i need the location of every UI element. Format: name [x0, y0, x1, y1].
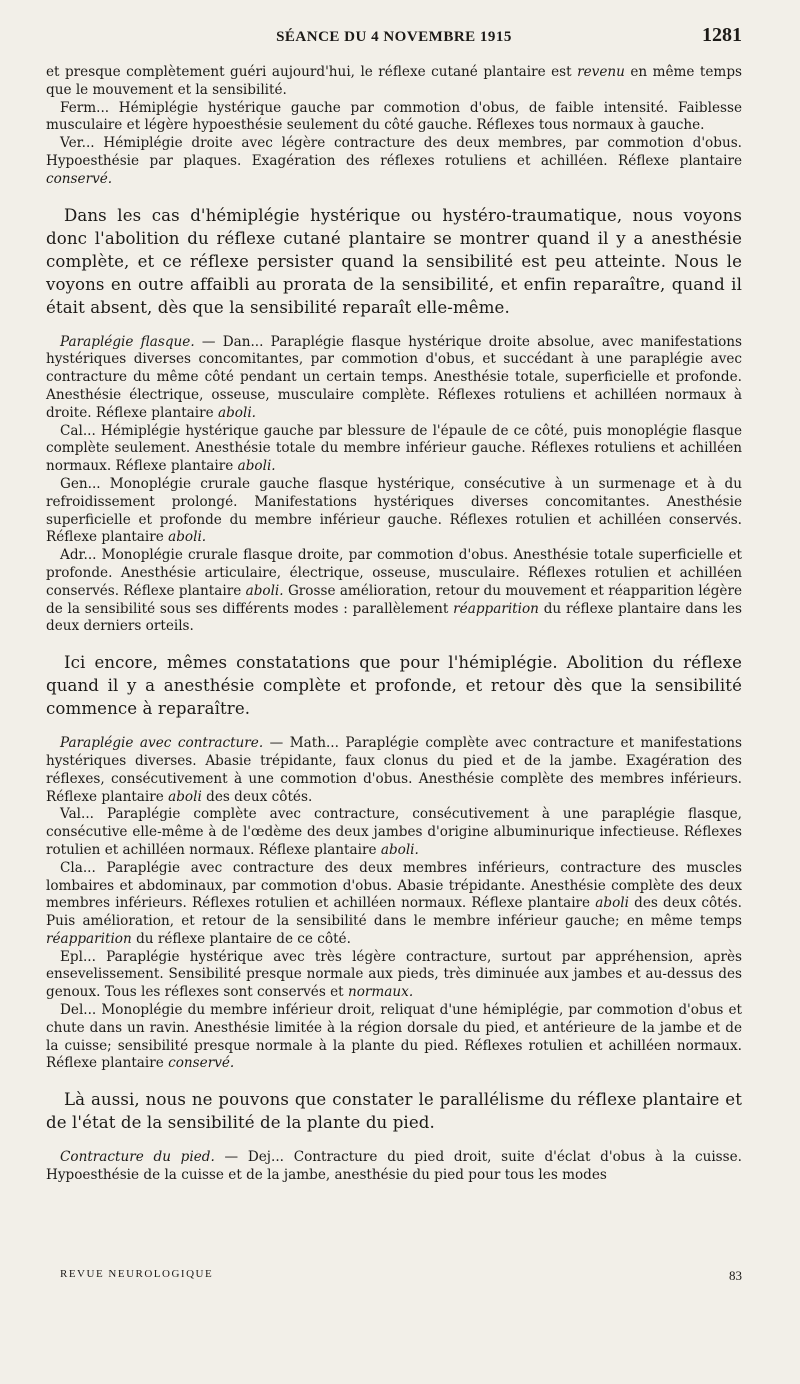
section-heading: Paraplégie avec contracture. — [60, 735, 264, 752]
case-paragraph — [46, 547, 742, 636]
paragraph-text: — Dan... Paraplégie flasque hystérique droite absolue, avec manifestations hystériques diverses concomitantes, par commotion d'obus, et succédant à une paraplégie avec contracture du même côté pendant un certain temps. Anesthésie totale, superficielle et profonde. Anesthésie électrique, osseuse, musculaire complète. Réflexes rotuliens et achilléen normaux à droite. Réflexe plantaire — [46, 333, 742, 421]
paragraph-text: Ici encore, mêmes constatations que pour l'hémiplégie. Abolition du réflexe quand il y a anesthésie complète et profonde, et retour dès que la sensibilité commence à reparaître. — [46, 653, 742, 719]
emphasis-text: aboli. — [380, 841, 419, 858]
section-heading: Paraplégie flasque. — [60, 333, 195, 350]
case-paragraph — [46, 860, 742, 949]
case-paragraph — [46, 735, 742, 806]
paragraph-text: du réflexe plantaire de ce côté. — [131, 930, 351, 947]
paragraph-text: Ferm... Hémiplégie hystérique gauche par commotion d'obus, de faible intensité. Faiblesse musculaire et légère hypoesthésie seulement du côté gauche. Réflexes tous normaux à gauche. — [46, 99, 742, 134]
paragraph-text: en même temps que le mouvement et la sensibilité. — [46, 64, 742, 98]
paragraph-text: Cla... Paraplégie avec contracture des deux membres inférieurs, contracture des muscles lombaires et abdominaux, par commotion d'obus. Abasie trépidante. Anesthésie complète des deux membres inférieurs. Réflexes rotulien et achilléen normaux. Réflexe plantaire — [46, 859, 742, 912]
case-paragraph — [46, 949, 742, 1002]
commentary-paragraph — [46, 204, 742, 319]
commentary-paragraph — [46, 651, 742, 720]
page-body — [46, 64, 742, 1185]
case-paragraph — [46, 64, 742, 100]
case-paragraph — [46, 100, 742, 136]
paragraph-text: des deux côtés. — [201, 788, 313, 805]
emphasis-text: conservé. — [46, 170, 113, 187]
paragraph-text: Val... Paraplégie complète avec contracture, consécutivement à une paraplégie flasque, consécutive elle-même à de l'œdème des deux jambes d'origine albuminurique infectieuse. Réflexes rotulien et achilléen normaux. Réflexe plantaire — [46, 806, 742, 858]
emphasis-text: conservé. — [168, 1055, 235, 1072]
paragraph-text: et presque complètement guéri aujourd'hui, le réflexe cutané plantaire est — [46, 64, 578, 80]
sheet-number: 83 — [729, 1268, 742, 1283]
emphasis-text: aboli. — [218, 404, 257, 421]
paragraph-text: Cal... Hémiplégie hystérique gauche par blessure de l'épaule de ce côté, puis monoplégie flasque complète seulement. Anesthésie totale du membre inférieur gauche. Réflexes rotuliens et achilléen normaux. Réflexe plantaire — [46, 422, 742, 475]
paragraph-text: du réflexe plantaire dans les deux derniers orteils. — [46, 600, 743, 635]
case-paragraph — [46, 806, 742, 859]
paragraph-text: Adr... Monoplégie crurale flasque droite, par commotion d'obus. Anesthésie totale superficielle et profonde. Anesthésie articulaire, électrique, osseuse, musculaire. Réflexes rotulien et achilléen conservés. Réflexe plantaire — [46, 547, 742, 599]
case-paragraph — [46, 135, 742, 188]
paragraph-text: Là aussi, nous ne pouvons que constater le parallélisme du réflexe plantaire et de l'état de la sensibilité de la plante du pied. — [46, 1090, 742, 1133]
paragraph-text: Gen... Monoplégie crurale gauche flasque hystérique, consécutive à un surmenage et à du refroidissement prolongé. Manifestations hystériques diverses concomitantes. Anesthésie superficielle et profonde du membre inférieur gauche. Réflexes rotulien et achilléen conservés. Réflexe plantaire — [46, 475, 742, 546]
paragraph-text: Ver... Hémiplégie droite avec légère contracture des deux membres, par commotion d'obus. Hypoesthésie par plaques. Exagération des réflexes rotuliens et achilléen. Réflexe plantaire — [46, 135, 742, 169]
emphasis-text: aboli — [595, 895, 629, 912]
case-paragraph — [46, 1149, 742, 1185]
running-footer — [60, 1268, 742, 1284]
commentary-paragraph — [46, 1088, 742, 1134]
emphasis-text: aboli. — [237, 458, 276, 475]
paragraph-text: Grosse amélioration, retour du mouvement et réapparition légère de la sensibilité sous ses différents modes : parallèlement — [46, 582, 743, 617]
header-title: SÉANCE DU 4 NOVEMBRE 1915 — [276, 29, 512, 45]
emphasis-text: revenu — [577, 64, 625, 80]
running-header — [46, 24, 742, 64]
paragraph-text: Dans les cas d'hémiplégie hystérique ou hystéro-traumatique, nous voyons donc l'abolition du réflexe cutané plantaire se montrer quand il y a anesthésie complète, et ce réflexe persister quand la sensibilité est peu atteinte. Nous le voyons en outre affaibli au prorata de la sensibilité, et enfin reparaître, quand il était absent, dès que la sensibilité reparaît elle-même. — [46, 205, 742, 317]
emphasis-text: aboli. — [245, 582, 284, 599]
paragraph-text: des deux côtés. Puis amélioration, et retour de la sensibilité dans le membre inférieur gauche; en même temps — [46, 895, 742, 930]
paragraph-text: — Dej... Contracture du pied droit, suite d'éclat d'obus à la cuisse. Hypoesthésie de la cuisse et de la jambe, anesthésie du pied pour tous les modes — [46, 1149, 742, 1184]
journal-name: REVUE NEUROLOGIQUE — [60, 1268, 214, 1280]
emphasis-text: réapparition — [453, 600, 539, 617]
emphasis-text: aboli. — [168, 529, 207, 546]
paragraph-text: — Math... Paraplégie complète avec contracture et manifestations hystériques diverses. Abasie trépidante, faux clonus du pied et de la jambe. Exagération des réflexes, consécutivement à une commotion d'obus. Anesthésie complète des membres inférieurs. Réflexe plantaire — [46, 735, 742, 805]
page-number: 1281 — [702, 24, 742, 46]
case-paragraph — [46, 476, 742, 547]
section-heading: Contracture du pied. — [60, 1149, 215, 1166]
case-paragraph — [46, 1002, 742, 1073]
case-paragraph — [46, 334, 742, 423]
paragraph-text: Del... Monoplégie du membre inférieur droit, reliquat d'une hémiplégie, par commotion d'obus et chute dans un ravin. Anesthésie limitée à la région dorsale du pied, et antérieure de la jambe et de la cuisse; sensibilité presque normale à la plante du pied. Réflexes rotulien et achilléen normaux. Réflexe plantaire — [46, 1002, 742, 1072]
emphasis-text: réapparition — [46, 930, 132, 947]
paragraph-text: Epl... Paraplégie hystérique avec très légère contracture, surtout par appréhension, après ensevelissement. Sensibilité presque normale aux pieds, très diminuée aux jambes et au-dessus des genoux. Tous les réflexes sont conservés et — [46, 948, 742, 1001]
emphasis-text: aboli — [168, 788, 202, 805]
case-paragraph — [46, 423, 742, 476]
emphasis-text: normaux. — [347, 984, 414, 1001]
